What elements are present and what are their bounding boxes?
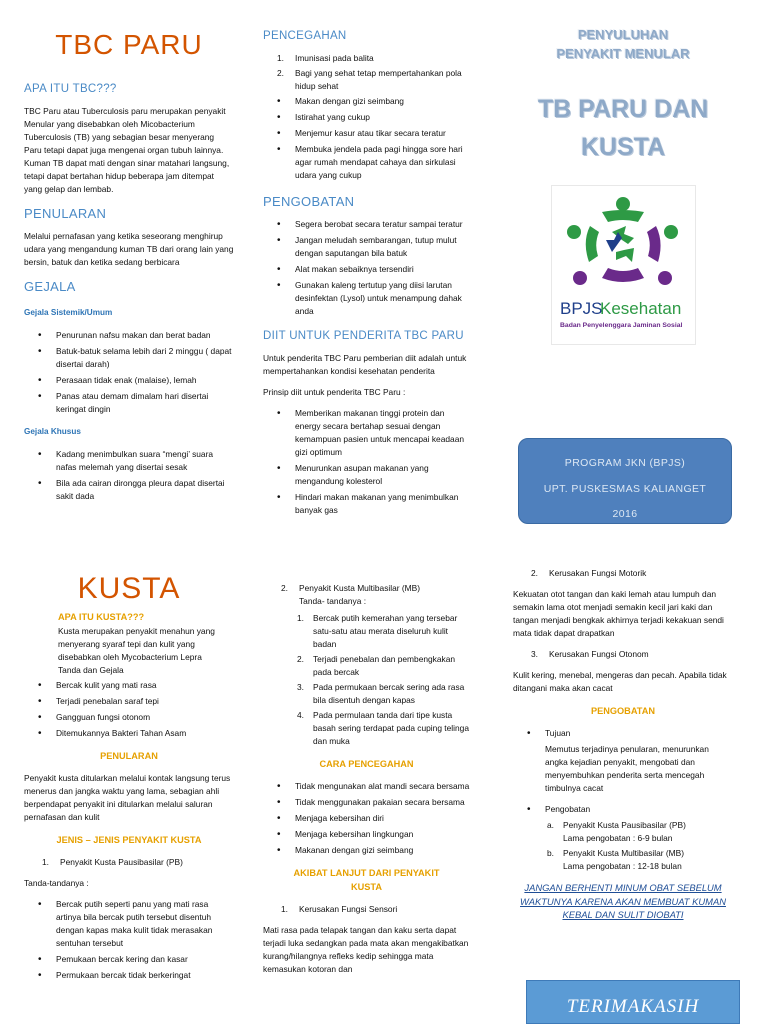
- list-item: • Menjaga kebersihan lingkungan: [263, 828, 470, 841]
- tbc-gejala-khusus-heading: Gejala Khusus: [24, 426, 81, 436]
- kusta-otonom-title: 3. Kerusakan Fungsi Otonom: [531, 649, 649, 660]
- kusta-pengobatan-label-list: [513, 803, 733, 816]
- list-item: b. Penyakit Kusta Multibasilar (MB) Lama pengobatan : 12-18 bulan: [547, 848, 685, 872]
- list-item: a. Penyakit Kusta Pausibasilar (PB) Lama pengobatan : 6-9 bulan: [547, 820, 686, 844]
- cover-subtitle-line1: PENYULUHAN: [577, 27, 669, 42]
- kusta-sensori-title: 1. Kerusakan Fungsi Sensori: [281, 903, 398, 914]
- kusta-otonom-text: Kulit kering, menebal, mengeras dan pecah. Apabila tidak ditangani maka akan cacat: [513, 670, 727, 694]
- list-item: 2. Bagi yang sehat tetap mempertahankan pola hidup sehat: [277, 67, 462, 91]
- list-item: • Bercak putih seperti panu yang mati rasa artinya bila bercak putih tersebut disentuh dengan kapas maka kulit tidak merasakan sentuhan tersebut: [24, 898, 234, 950]
- kusta-mb-title: 2. Penyakit Kusta Multibasilar (MB): [281, 583, 421, 593]
- kusta-motorik-text: Kekuatan otot tangan dan kaki lemah atau lumpuh dan semakin lama otot menjadi semakin kecil jari kaki dan tangan menjadi bengkak akhirnya terjadi kekakuan sendi mata tidak dapat drapatkan: [513, 589, 724, 639]
- tbc-diit-prinsip: Prinsip diit untuk penderita TBC Paru :: [263, 387, 406, 398]
- list-item: • Permukaan bercak tidak berkeringat: [24, 969, 234, 982]
- kusta-tanda-list: [24, 679, 234, 740]
- list-item: • Bercak kulit yang mati rasa: [24, 679, 234, 692]
- kusta-pb-tanda: Tanda-tandanya :: [24, 877, 89, 888]
- tbc-diit-text: Untuk penderita TBC Paru pemberian diit adalah untuk mempertahankan kondisi kesehatan penderita: [263, 353, 467, 377]
- svg-text:Badan Penyelenggara Jaminan So: Badan Penyelenggara Jaminan Sosial: [559, 322, 682, 330]
- list-item: • Panas atau demam dimalam hari disertai keringat dingin: [24, 390, 234, 416]
- tbc-pengobatan-heading: PENGOBATAN: [263, 193, 355, 209]
- tbc-gejala-khusus-list: [24, 448, 234, 503]
- cover-title: [513, 90, 733, 168]
- list-item: • Tidak mengunakan alat mandi secara bersama: [263, 780, 470, 793]
- kusta-penularan-heading: PENULARAN: [100, 750, 158, 761]
- program-line2: UPT. PUSKESMAS KALIANGET: [543, 482, 707, 495]
- list-item: 1. Bercak putih kemerahan yang tersebar satu-satu atau merata diseluruh kulit badan: [297, 613, 458, 650]
- list-item: • Ditemukannya Bakteri Tahan Asam: [24, 727, 234, 740]
- list-item: • Tidak menggunakan pakaian secara bersama: [263, 796, 470, 809]
- tbc-pengobatan-list: [263, 218, 470, 318]
- kusta-column-3: [513, 567, 733, 930]
- tbc-column-1: [24, 30, 234, 513]
- kusta-treatment-list: [513, 819, 733, 873]
- kusta-tanda-label: Tanda dan Gejala: [58, 664, 124, 675]
- list-item: • Bila ada cairan dirongga pleura dapat disertai sakit dada: [24, 477, 234, 503]
- kusta-pencegahan-heading: CARA PENCEGAHAN: [319, 759, 414, 770]
- kusta-warning: JANGAN BERHENTI MINUM OBAT SEBELUM WAKTUNYA KARENA AKAN MEMBUAT KUMAN KEBAL DAN SULIT DIOBATI: [520, 882, 726, 921]
- cover-title-line1: TB PARU DAN: [537, 94, 709, 123]
- list-item: • Makan dengan gizi seimbang: [263, 95, 470, 108]
- list-item: • Jangan meludah sembarangan, tutup mulut dengan saputangan bila batuk: [263, 234, 470, 260]
- list-item: • Alat makan sebaiknya tersendiri: [263, 263, 470, 276]
- tbc-pencegahan-heading: PENCEGAHAN: [263, 30, 347, 42]
- list-item: • Gunakan kaleng tertutup yang diisi larutan desinfektan (Lysol) untuk menampung dahak anda: [263, 279, 470, 318]
- program-line1: PROGRAM JKN (BPJS): [564, 457, 686, 469]
- kusta-penularan-text: Penyakit kusta ditularkan melalui kontak langsung terus menerus dan jangka waktu yang lama, sebagian ahli berpendapat penyakit ini ditularkan melalui saluran pernafasan dan kulit: [24, 772, 231, 822]
- tbc-apa-itu-heading: APA ITU TBC???: [24, 82, 117, 95]
- list-item: • Batuk-batuk selama lebih dari 2 minggu ( dapat disertai darah): [24, 345, 234, 371]
- tbc-column-2: [263, 28, 470, 527]
- kusta-jenis-heading: JENIS – JENIS PENYAKIT KUSTA: [56, 834, 202, 845]
- list-item: • Pengobatan: [513, 803, 733, 816]
- bpjs-logo: [551, 185, 696, 345]
- kusta-pencegahan-list: [263, 780, 470, 857]
- kusta-sensori-text: Mati rasa pada telapak tangan dan kaku serta dapat terjadi luka sedangkan pada mata akan mengakibatkan kurang/hilangnya refleks kedip sehingga mata kemasukan kotoran dan: [263, 924, 469, 974]
- kusta-tujuan-text: Memutus terjadinya penularan, menurunkan angka kejadian penyakit, mengobati dan menyembuhkan penderita serta mencegah timbulnya cacat: [545, 743, 709, 793]
- kusta-column-2: [263, 582, 470, 984]
- tbc-gejala-heading: GEJALA: [24, 278, 76, 294]
- list-item: 1. Imunisasi pada balita: [277, 52, 374, 63]
- list-item: • Tujuan: [513, 727, 733, 740]
- kusta-column-1: [24, 572, 234, 992]
- cover-column: [513, 26, 733, 345]
- list-item: • Penurunan nafsu makan dan berat badan: [24, 329, 234, 342]
- tbc-title: TBC PARU: [55, 29, 203, 60]
- tbc-apa-itu-text: TBC Paru atau Tuberculosis paru merupakan penyakit Menular yang disebabkan oleh Micobacterium Tuberculosis (TB) yang sebagian besar menyerang Paru tetapi dapat juga mengenai organ tubuh lainnya. Kuman TB dapat mati dengan sinar matahari langsung, tetapi dapat bertahan hidup beberapa jam ditempat yang gelap dan lembab.: [24, 105, 230, 194]
- kusta-pb-title: 1. Penyakit Kusta Pausibasilar (PB): [42, 856, 183, 867]
- list-item: • Menjaga kebersihan diri: [263, 812, 470, 825]
- cover-subtitle-line2: PENYAKIT MENULAR: [556, 45, 690, 61]
- kusta-pb-list: [24, 898, 234, 982]
- list-item: 3. Pada permukaan bercak sering ada rasa bila disentuh dengan kapas: [297, 682, 465, 706]
- tbc-gejala-sistemik-list: [24, 329, 234, 416]
- kusta-apa-itu-heading: APA ITU KUSTA???: [58, 612, 145, 622]
- tbc-diit-heading: DIIT UNTUK PENDERITA TBC PARU: [263, 330, 464, 343]
- list-item: • Memberikan makanan tinggi protein dan energy secara bertahap sesuai dengan kemampuan pasien untuk mencapai keadaan gizi optimum: [263, 407, 470, 459]
- list-item: • Terjadi penebalan saraf tepi: [24, 695, 234, 708]
- cover-subtitle: [513, 26, 733, 64]
- kusta-mb-list: [263, 612, 470, 748]
- kusta-apa-itu-text: Kusta merupakan penyakit menahun yang menyerang syaraf tepi dan kulit yang disebabkan oleh Mycobacterium Lepra: [58, 625, 215, 662]
- list-item: 2. Terjadi penebalan dan pembengkakan pada bercak: [297, 654, 456, 678]
- list-item: • Segera berobat secara teratur sampai teratur: [263, 218, 470, 231]
- kusta-pengobatan-heading: PENGOBATAN: [591, 706, 655, 717]
- svg-text:Kesehatan: Kesehatan: [599, 299, 681, 319]
- tbc-gejala-sistemik-heading: Gejala Sistemik/Umum: [24, 308, 113, 318]
- tbc-diit-list: [263, 407, 470, 517]
- list-item: • Hindari makan makanan yang menimbulkan banyak gas: [263, 491, 470, 517]
- list-item: • Gangguan fungsi otonom: [24, 711, 234, 724]
- cover-title-line2: KUSTA: [580, 133, 666, 162]
- tbc-pencegahan-bullets: [263, 95, 470, 182]
- list-item: • Pemukaan bercak kering dan kasar: [24, 953, 234, 966]
- thanks-banner: [526, 980, 740, 1024]
- kusta-akibat-heading: AKIBAT LANJUT DARI PENYAKIT KUSTA: [293, 868, 440, 892]
- program-box: [518, 438, 732, 524]
- kusta-mb-tanda: Tanda- tandanya :: [299, 596, 367, 607]
- list-item: • Perasaan tidak enak (malaise), lemah: [24, 374, 234, 387]
- kusta-title: KUSTA: [77, 572, 181, 605]
- list-item: • Makanan dengan gizi seimbang: [263, 844, 470, 857]
- thanks-text: TERIMAKASIH: [566, 996, 700, 1017]
- kusta-motorik-title: 2. Kerusakan Fungsi Motorik: [531, 568, 647, 578]
- list-item: 4. Pada permulaan tanda dari tipe kusta basah sering terdapat pada cuping telinga dan muka: [297, 710, 469, 747]
- list-item: • Istirahat yang cukup: [263, 111, 470, 124]
- list-item: • Membuka jendela pada pagi hingga sore hari agar rumah mendapat cahaya dan sirkulasi udara yang cukup: [263, 143, 470, 182]
- tbc-penularan-heading: PENULARAN: [24, 205, 107, 221]
- program-line3: 2016: [612, 508, 638, 521]
- list-item: • Menjemur kasur atau tikar secara teratur: [263, 127, 470, 140]
- tbc-penularan-text: Melalui pernafasan yang ketika seseorang menghirup udara yang mengandung kuman TB dari orang lain yang bersin, batuk dan ketika sedang berbicara: [24, 230, 234, 267]
- kusta-tujuan-list: [513, 727, 733, 740]
- tbc-pencegahan-numbered: [263, 52, 470, 93]
- bpjs-emblem-icon: [552, 186, 695, 344]
- svg-text:BPJS: BPJS: [559, 299, 603, 319]
- list-item: • Menurunkan asupan makanan yang mengandung kolesterol: [263, 462, 470, 488]
- list-item: • Kadang menimbulkan suara “mengi’ suara nafas melemah yang disertai sesak: [24, 448, 234, 474]
